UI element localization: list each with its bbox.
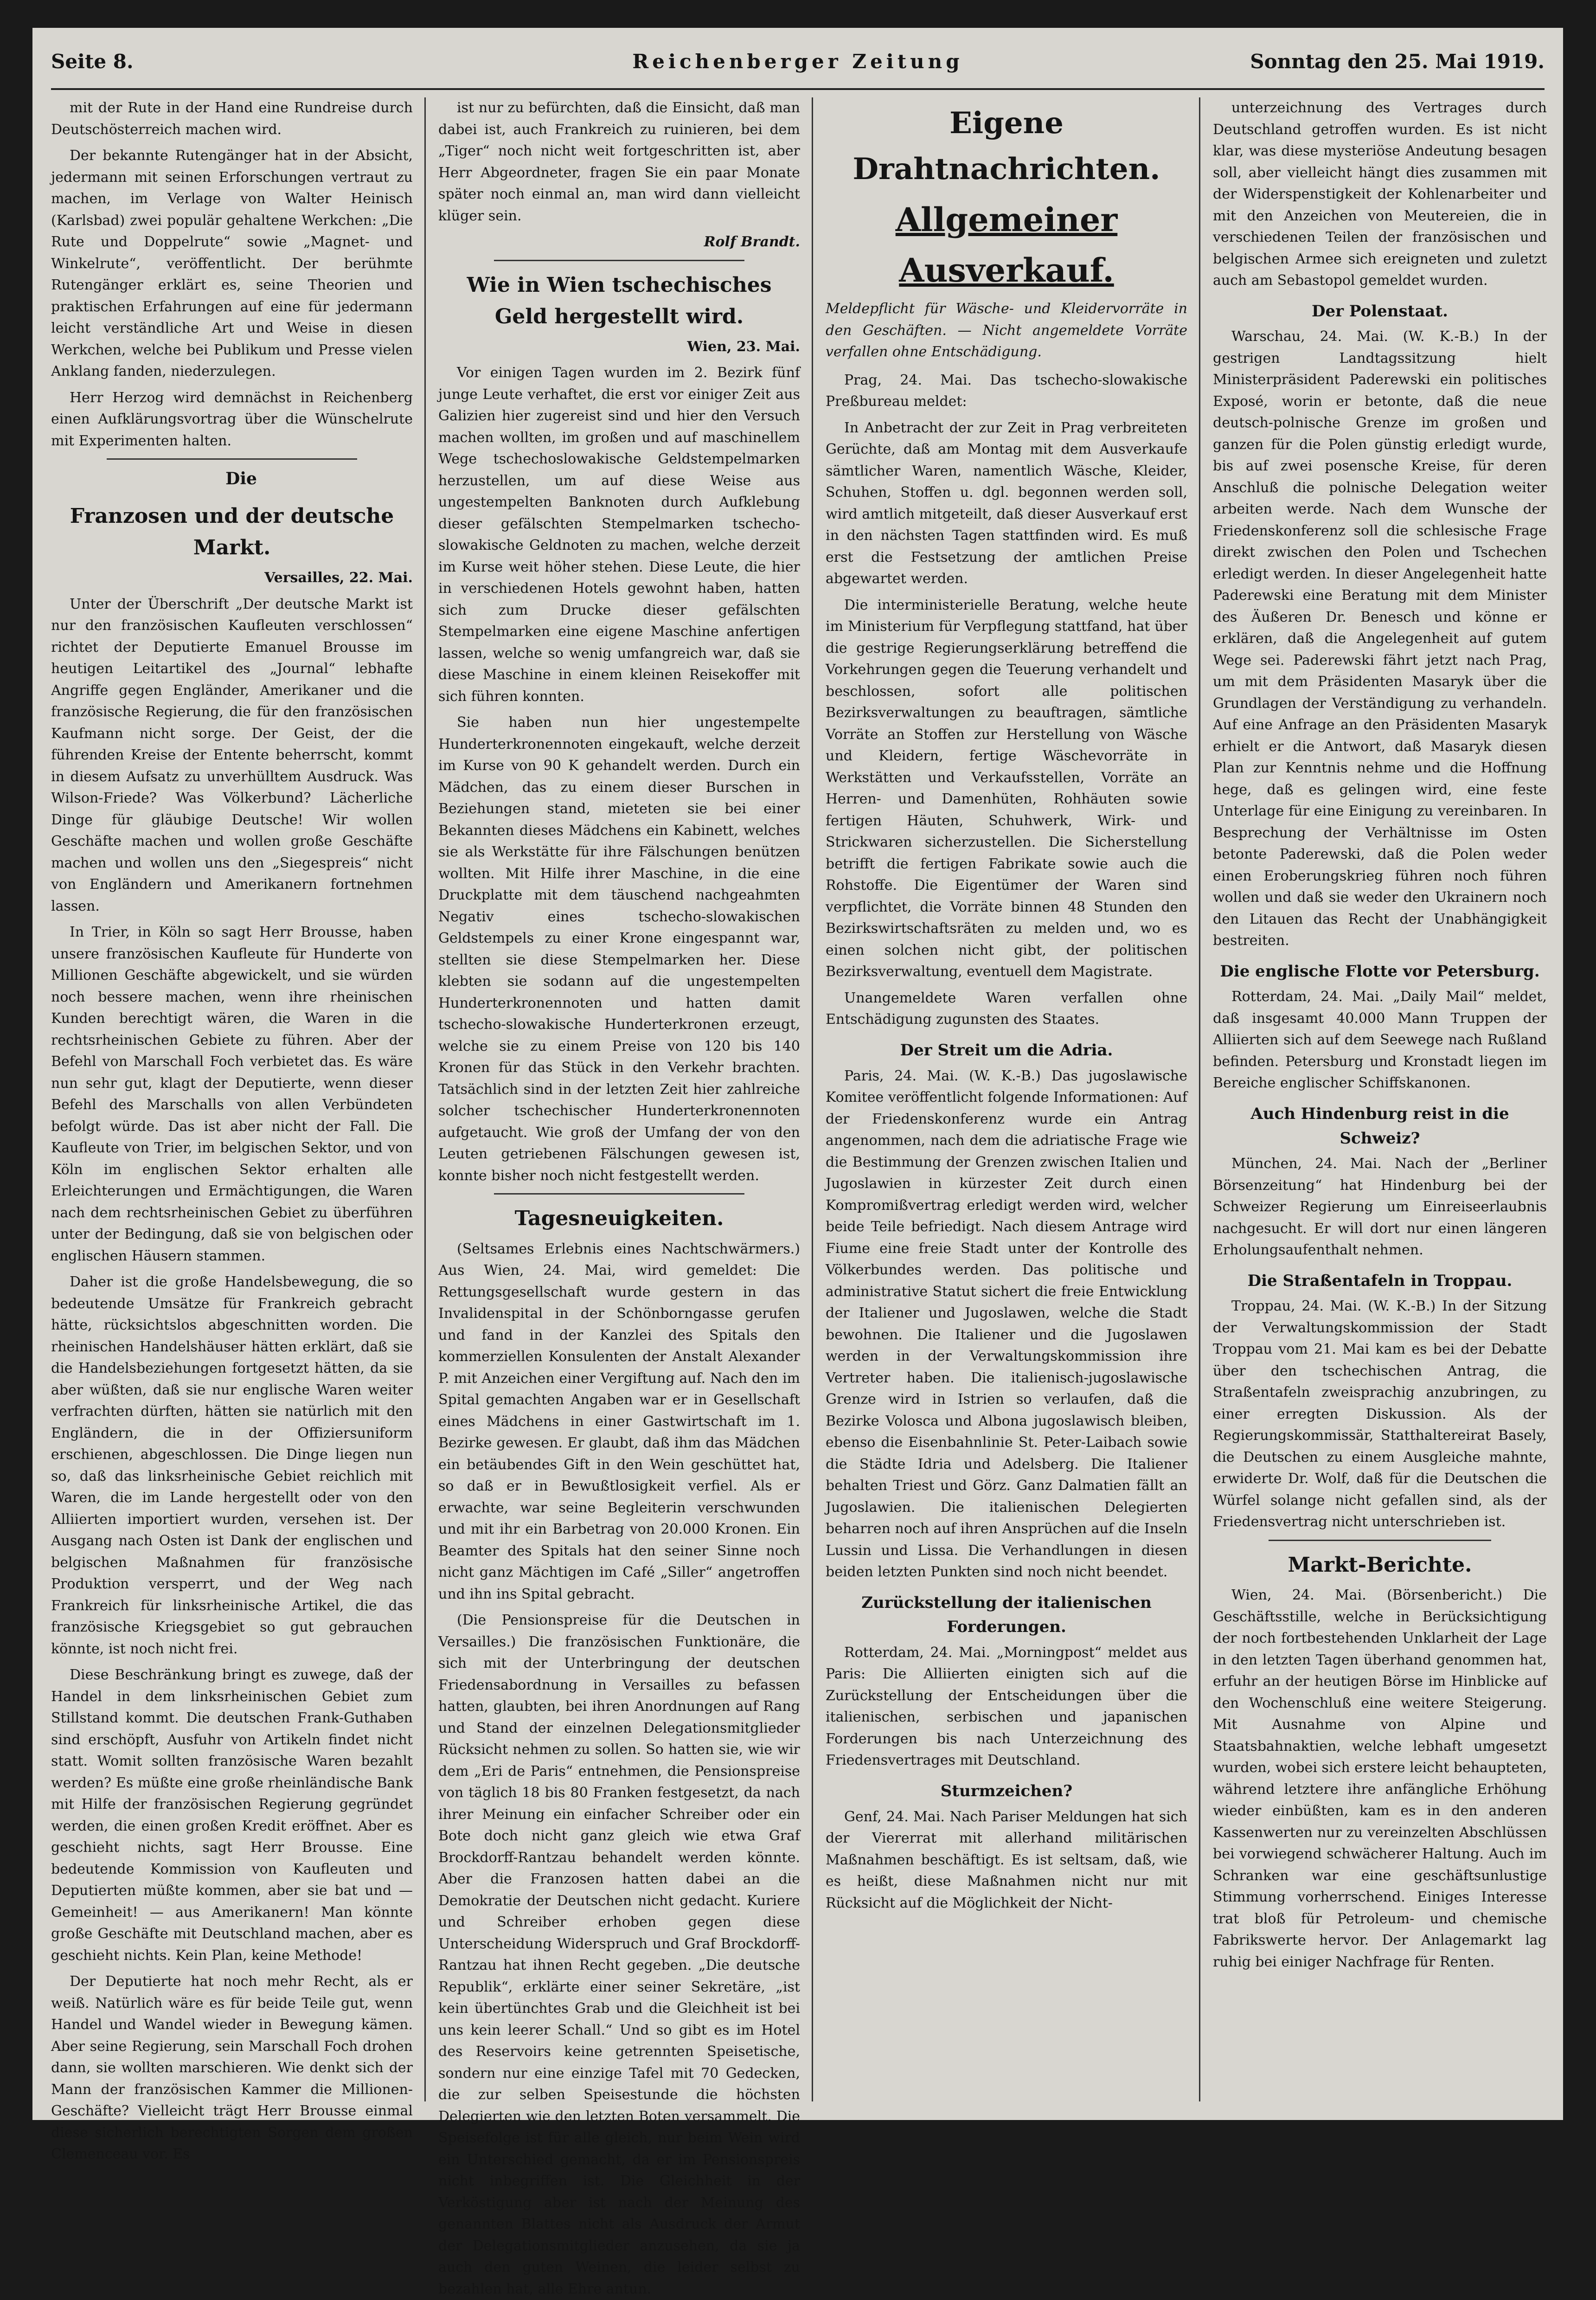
section-separator bbox=[494, 1193, 744, 1195]
article-paragraph: Sie haben nun hier ungestempelte Hunderterkronennoten eingekauft, welche derzeit im Kurse von 90 K gehandelt werden. Durch ein Mädchen, das zu einem dieser Burschen in Beziehungen stand, mieteten sie bei einer Bekannten dieses Mädchens ein Kabinett, welches sie als Werkstätte für ihre Fälschungen benützen wollten. Mit Hilfe ihrer Maschine, in die eine Druckplatte mit dem täuschend nachgeahmten Negativ eines tschecho-slowakischen Geldstempels zu einer Krone eingespannt war, stellten sie diese Stempelmarken her. Diese klebten sie sodann auf die ungestempelten Hunderterkronennoten und hatten damit tschecho-slowakische Hunderterkronen erzeugt, welche sie zu einem Preise von 120 bis 140 Kronen für das Stück in den Verkehr brachten. Tatsächlich sind in der letzten Zeit hier zahlreiche solcher tschechischer Hunderterkronennoten aufgetaucht. Wie groß der Umfang der von den Leuten getriebenen Fälschungen gewesen ist, konnte bisher noch nicht festgestellt werden. bbox=[438, 714, 800, 1184]
headline-tagesneuigkeiten: Tagesneuigkeiten. bbox=[514, 1207, 724, 1231]
article-paragraph: Prag, 24. Mai. Das tschecho-slowakische Preßbureau meldet: bbox=[826, 372, 1187, 410]
headline-italienische-forderungen: Zurückstellung der italienischen Forderungen. bbox=[861, 1593, 1152, 1637]
article-paragraph: Warschau, 24. Mai. (W. K.-B.) In der gestrigen Landtagssitzung hielt Ministerpräsident Paderewski ein politisches Exposé, worin er betonte, daß die neue deutsch-polnische Grenze im großen und ganzen für die Polen günstig erledigt wurde, bis auf zwei posensche Kreise, für deren Anschluß die polnische Delegation weiter arbeiten werde. Nach dem Wunsche der Friedenskonferenz soll die schlesische Frage direkt zwischen den Polen und Tschechen erledigt werden. In dieser Angelegenheit hatte Paderewski eine Beratung mit dem Minister des Äußeren Dr. Benesch und könne er erklären, daß die Angelegenheit auf gutem Wege sei. Paderewski fährt jetzt nach Prag, um mit dem Präsidenten Masaryk über die Grundlagen der Verständigung zu verhandeln. Auf eine Anfrage an den Präsidenten Masaryk erhielt er die Antwort, daß Masaryk diesen Plan zur Kenntnis nehme und die Hoffnung hege, daß es gelingen wird, eine feste Unterlage für eine Einigung zu vereinbaren. In Besprechung der Verhältnisse im Osten betonte Paderewski, daß die Polen weder einen Eroberungskrieg führen noch führen wollen und daß sie weder den Ukrainern noch den Litauen das Recht der Unabhängigkeit bestreiten. bbox=[1213, 328, 1547, 949]
dateline: Wien, 23. Mai. bbox=[687, 338, 800, 355]
article-paragraph: Troppau, 24. Mai. (W. K.-B.) In der Sitzung der Verwaltungskommission der Stadt Troppau vom 21. Mai kam es bei der Debatte über den tschechischen Antrag, die Straßentafeln zweisprachig anzubringen, zu einer erregten Diskussion. Als der Regierungskommissär, Statthaltereirat Basely, die Deutschen zu einem Ausgleiche mahnte, erwiderte Dr. Wolf, daß für die Deutschen die Würfel solange nicht gefallen sind, als der Friedensvertrag nicht unterschrieben ist. bbox=[1213, 1298, 1547, 1530]
author-byline: Rolf Brandt. bbox=[704, 234, 800, 250]
dateline: Versailles, 22. Mai. bbox=[264, 570, 413, 586]
page-header bbox=[51, 37, 1545, 90]
article-paragraph: (Die Pensionspreise für die Deutschen in Versailles.) Die französischen Funktionäre, die sich mit der Unterbringung der deutschen Friedensabordnung in Versailles zu befassen hatten, glaubten, bei ihren Anordnungen auf Rang und Stand der einzelnen Delegationsmitglieder Rücksicht nehmen zu sollen. So hatten sie, wie wir dem „Eri de Paris“ entnehmen, die Pensionspreise von täglich 18 bis 80 Franken festgesetzt, da nach ihrer Meinung ein einfacher Schreiber oder ein Bote doch nicht ganz gleich wie etwa Graf Brockdorff-Rantzau behandelt werden könnte. Aber die Franzosen hatten dabei an die Demokratie der Deutschen nicht gedacht. Kuriere und Schreiber erhoben gegen diese Unterscheidung Widerspruch und Graf Brockdorff-Rantzau hat ihnen Recht gegeben. „Die deutsche Republik“, erklärte einer seiner Sekretäre, „ist kein übertünchtes Grab und die Gleichheit ist bei uns kein leerer Schall.“ Und so gibt es im Hotel des Reservoirs keine getrennten Speisetische, sondern nur eine einzige Tafel mit 70 Gedecken, die zur selben Speisestunde die höchsten Delegierten wie den letzten Boten versammelt. Die Speisefolge ist für alle gleich, nur beim Wein wird ein Unterschied gemacht, da er im Pensionspreis nicht inbegriffen ist. Die Gleichheit in der Verköstigung aber ist nach der Meinung des genannten Blattes nicht als Ausdruck der Armut der Delegationsmitglieder anzusehen, da sie ja auch den guten Weinen, die leider selbst zu bezahlen hat, alle Ehre antun. bbox=[438, 1612, 800, 2297]
article-paragraph: unterzeichnung des Vertrages durch Deutschland getroffen wurden. Es ist nicht klar, was diese mysteriöse Andeutung besagen soll, aber vielleicht hängt dies zusammen mit der Widerspenstigkeit der Kohlenarbeiter und mit den Anzeichen von Meutereien, die in verschiedenen Teilen der französischen und belgischen Armee sich ereigneten und zuletzt auch am Sebastopol gemeldet wurden. bbox=[1213, 100, 1547, 289]
headline-adria: Der Streit um die Adria. bbox=[900, 1041, 1113, 1060]
section-title-drahtnachrichten: Eigene Drahtnachrichten. bbox=[852, 106, 1160, 187]
column-1 bbox=[51, 97, 413, 2163]
column-3 bbox=[826, 97, 1187, 2101]
article-paragraph: Daher ist die große Handelsbewegung, die so bedeutende Umsätze für Frankreich gebracht hätte, rücksichtslos abgeschnitten worden. Die rheinischen Handelshäuser hätten erklärt, daß sie die Handelsbeziehungen fortgesetzt hätten, da sie aber wüßten, daß sie nur englische Waren weiter verfrachten dürften, hätten sie natürlich mit den Engländern, die in der Offiziersuniform erschienen, abgeschlossen. Die Dinge liegen nun so, daß das linksrheinische Gebiet reichlich mit Waren, die im Lande hergestellt oder von den Alliierten importiert wurden, versehen ist. Der Ausgang nach Osten ist Dank der englischen und belgischen Maßnahmen für französische Produktion versperrt, und der Weg nach Frankreich für linksrheinische Artikel, die das französische Kriegsgebiet so gut gebrauchen könnte, ist noch nicht frei. bbox=[51, 1274, 413, 1657]
article-paragraph: Rotterdam, 24. Mai. „Daily Mail“ meldet, daß insgesamt 40.000 Mann Truppen der Alliierten sich auf dem Seewege nach Rußland befinden. Petersburg und Kronstadt liegen im Bereiche englischer Schiffskanonen. bbox=[1213, 989, 1547, 1092]
page-number: Seite 8. bbox=[51, 50, 134, 73]
column-rule bbox=[812, 97, 813, 2101]
newspaper-name: Reichenberger Zeitung bbox=[632, 50, 963, 73]
article-paragraph: In Anbetracht der zur Zeit in Prag verbreiteten Gerüchte, daß am Montag mit dem Ausverkaufe sämtlicher Waren, namentlich Wäsche, Kleider, Schuhen, Stoffen u. dgl. begonnen werden soll, wird amtlich mitgeteilt, daß dieser Ausverkauf erst in den nächsten Tagen stattfinden wird. Es muß erst die Festsetzung der amtlichen Preise abgewartet werden. bbox=[826, 419, 1188, 587]
headline-strassentafeln: Die Straßentafeln in Troppau. bbox=[1247, 1271, 1513, 1290]
article-paragraph: Vor einigen Tagen wurden im 2. Bezirk fünf junge Leute verhaftet, die erst vor einiger Zeit aus Galizien hier zugereist sind und hier den Versuch machen wollten, im großen und auf maschinellem Wege tschechoslowakische Geldstempelmarken herzustellen, um auf diese Weise aus ungestempelten Banknoten durch Aufklebung dieser gefälschten Stempelmarken tschecho-slowakische Geldnoten zu machen, welche derzeit im Kurse weit höher stehen. Diese Leute, die hier in verschiedenen Hotels gewohnt haben, hatten sich zum Drucke dieser gefälschten Stempelmarken eine eigene Maschine anfertigen lassen, welche so wenig umfangreich war, daß sie diese Maschine in einem kleinen Reisekoffer mit sich führen konnten. bbox=[438, 365, 800, 705]
article-paragraph: Genf, 24. Mai. Nach Pariser Meldungen hat sich der Viererrat mit allerhand militärischen Maßnahmen beschäftigt. Es ist seltsam, daß, wie es heißt, diese Maßnahmen nicht nur mit Rücksicht auf die Möglichkeit der Nicht- bbox=[826, 1808, 1187, 1911]
article-paragraph: Rotterdam, 24. Mai. „Morningpost“ meldet aus Paris: Die Alliierten einigten sich auf die Zurückstellung der Entscheidungen über die italienischen, serbischen und japanischen Forderungen bis nach Unterzeichnung des Friedensvertrages mit Deutschland. bbox=[826, 1644, 1187, 1769]
article-paragraph: In Trier, in Köln so sagt Herr Brousse, haben unsere französischen Kaufleute für Hunderte von Millionen Geschäfte abgewickelt, und sie würden noch bessere machen, wenn ihre rheinischen Kunden berechtigt wären, die Waren in die rechtsrheinischen Gebiete zu führen. Aber der Befehl von Marschall Foch verbietet das. Es wäre nun sehr gut, klagt der Deputierte, wenn dieser Befehl des Marschalls von allen Verbündeten befolgt würde. Das ist aber nicht der Fall. Die Kaufleute von Trier, im belgischen Sektor, und von Köln im englischen Sektor erhalten alle Erleichterungen und Ermächtigungen, die Waren nach dem rechtsrheinischen Gebiet zu überführen unter der Bedingung, daß sie von belgischen oder englischen Häusern stammen. bbox=[51, 924, 413, 1264]
article-paragraph: Der bekannte Rutengänger hat in der Absicht, jedermann mit seinen Erforschungen vertraut zu machen, im Verlage von Walter Heinisch (Karlsbad) zwei populär gehaltene Werkchen: „Die Rute und Doppelrute“ sowie „Magnet- und Winkelrute“, veröffentlicht. Der berühmte Rutengänger erklärt es, seine Theorien und praktischen Erfahrungen auf eine für jedermann leicht verständliche Art und Weise in diesen Werkchen, welche bei Publikum und Presse vielen Anklang fanden, niederzulegen. bbox=[51, 148, 413, 379]
headline-ausverkauf: Allgemeiner Ausverkauf. bbox=[895, 200, 1118, 289]
section-separator bbox=[1269, 1540, 1491, 1541]
column-rule bbox=[424, 97, 426, 2101]
section-separator bbox=[107, 458, 357, 460]
article-paragraph: Die interministerielle Beratung, welche heute im Ministerium für Verpflegung stattfand, hat über die gestrige Regierungserklärung betreffend die Vorkehrungen gegen die Teuerung verhandelt und beschlossen, sofort alle politischen Bezirksverwaltungen zu beauftragen, sämtliche Vorräte an Stoffen zur Herstellung von Wäsche und Kleidern, fertige Wäschevorräte in Werkstätten und Verkaufsstellen, Vorräte an Herren- und Damenhüten, Rohhäuten sowie fertigen Häuten, Schuhwerk, Wirk- und Strickwaren sicherzustellen. Die Sicherstellung betrifft die fertigen Fabrikate sowie auch die Rohstoffe. Die Eigentümer der Waren sind verpflichtet, die Vorräte binnen 48 Stunden den Bezirkswirtschaftsräten zu melden und, wo es einen solchen nicht gibt, der politischen Bezirksverwaltung, eventuell dem Magistrate. bbox=[826, 597, 1187, 980]
article-paragraph: Herr Herzog wird demnächst in Reichenberg einen Aufklärungsvortrag über die Wünschelrute mit Experimenten halten. bbox=[51, 389, 413, 449]
headline-sturmzeichen: Sturmzeichen? bbox=[940, 1781, 1073, 1800]
column-4 bbox=[1213, 97, 1547, 2101]
newspaper-page bbox=[32, 28, 1563, 2297]
headline-wien-geld: Wie in Wien tschechisches Geld hergestellt wird. bbox=[467, 273, 772, 328]
column-2 bbox=[438, 97, 800, 2297]
article-paragraph: (Seltsames Erlebnis eines Nachtschwärmers.) Aus Wien, 24. Mai, wird gemeldet: Die Rettungsgesellschaft wurde gestern in das Invalidenspital in der Schönborngasse gerufen und fand in der Kanzlei des Spitals den kommerziellen Konsulenten der Anstalt Alexander P. mit Anzeichen einer Vergiftung auf. Nach den im Spital gemachten Angaben war er in Gesellschaft eines Mädchens in einer Gastwirtschaft im 1. Bezirke gewesen. Er glaubt, daß ihm das Mädchen ein betäubendes Gift in den Wein geschüttet hat, so daß er in Bewußtlosigkeit verfiel. Als er erwachte, war seine Begleiterin verschwunden und mit ihr ein Barbetrag von 20.000 Kronen. Ein Beamter des Spitals hat den seiner Sinne noch nicht ganz Mächtigen im Café „Siller“ angetroffen und ihn ins Spital gebracht. bbox=[438, 1240, 800, 1602]
column-rule bbox=[1199, 97, 1200, 2101]
article-paragraph: Diese Beschränkung bringt es zuwege, daß der Handel in dem linksrheinischen Gebiet zum Stillstand kommt. Die deutschen Frank-Guthaben sind erschöpft, Ausfuhr von Artikeln findet nicht statt. Womit sollten französische Waren bezahlt werden? Es müßte eine große rheinländische Bank mit Hilfe der französischen Regierung gegründet werden, die einen großen Kredit eröffnet. Aber es geschieht nichts, sagt Herr Brousse. Eine bedeutende Kommission von Kaufleuten und Deputierten müßte kommen, aber sie bat und — Gemeinheit! — aus Amerikanern! Man könnte große Geschäfte mit Deutschland machen, aber es geschieht nichts. Kein Plan, keine Methode! bbox=[51, 1667, 413, 1964]
section-title-marktberichte: Markt-Berichte. bbox=[1288, 1553, 1472, 1577]
article-paragraph: Wien, 24. Mai. (Börsenbericht.) Die Geschäftsstille, welche in Berücksichtigung der noch fortbestehenden Unklarheit der Lage in den letzten Tagen überhand genommen hat, erfuhr an der heutigen Börse im Hinblicke auf den Wochenschluß eine weitere Steigerung. Mit Ausnahme von Alpine und Staatsbahnaktien, welche lebhaft umgesetzt wurden, wobei sich erstere leicht behaupteten, während letztere ihre anfängliche Erhöhung wieder einbüßten, kam es in den anderen Kassenwerten nur zu vereinzelten Abschlüssen bei vorwiegend schwächerer Haltung. Auch im Schranken war eine geschäftsunlustige Stimmung vorherrschend. Einiges Interesse trat bloß für Petroleum- und chemische Fabrikswerte hervor. Der Anlagemarkt lag ruhig bei einiger Nachfrage für Renten. bbox=[1213, 1587, 1547, 1970]
article-paragraph: Der Deputierte hat noch mehr Recht, als er weiß. Natürlich wäre es für beide Teile gut, wenn Handel und Wandel wieder in Bewegung kämen. Aber seine Regierung, sein Marschall Foch drohen dann, sie wollten marschieren. Wie denkt sich der Mann der französischen Kammer die Millionen-Geschäfte? Vielleicht trägt Herr Brousse einmal diese sicherlich berechtigten Sorgen dem großen Clemenceau vor. Es bbox=[51, 1973, 413, 2163]
article-paragraph: Paris, 24. Mai. (W. K.-B.) Das jugoslawische Komitee veröffentlicht folgende Informationen: Auf der Friedenskonferenz wurde ein Antrag angenommen, nach dem die adriatische Frage wie die Bestimmung der Grenzen zwischen Italien und Jugoslawien in kürzester Zeit durch einen Kompromißvertrag erledigt werden wird, welcher beide Teile befriedigt. Nach diesem Antrage wird Fiume eine freie Stadt unter der Kontrolle des Völkerbundes werden. Das politische und administrative Statut sichert die freie Entwicklung der Italiener und Jugoslawen, welche die Stadt bewohnen. Die Italiener und die Jugoslawen werden in der Verwaltungskommission ihre Vertreter haben. Die italienisch-jugoslawische Grenze wird in Istrien so verlaufen, daß die Bezirke Volosca und Albona jugoslawisch bleiben, ebenso die Eisenbahnlinie St. Peter-Laibach sowie die Städte Idria und Adelsberg. Die Italiener behalten Triest und Görz. Ganz Dalmatien fällt an Jugoslawien. Die italienischen Delegierten beharren noch auf ihren Ansprüchen auf die Inseln Lussin und Lissa. Die Verhandlungen in diesen beiden letzten Punkten sind noch nicht beendet. bbox=[826, 1067, 1187, 1580]
article-paragraph: mit der Rute in der Hand eine Rundreise durch Deutschösterreich machen wird. bbox=[51, 100, 413, 138]
headline-franzosen: Franzosen und der deutsche Markt. bbox=[70, 504, 394, 559]
headline-kicker: Die bbox=[225, 469, 257, 488]
article-paragraph: Unangemeldete Waren verfallen ohne Entschädigung zugunsten des Staates. bbox=[826, 989, 1187, 1028]
headline-englische-flotte: Die englische Flotte vor Petersburg. bbox=[1220, 962, 1540, 981]
subheadline: Meldepflicht für Wäsche- und Kleidervorräte in den Geschäften. — Nicht angemeldete Vorräte verfallen ohne Entschädigung. bbox=[826, 301, 1187, 360]
article-paragraph: München, 24. Mai. Nach der „Berliner Börsenzeitung“ hat Hindenburg bei der Schweizer Regierung um Einreiseerlaubnis nachgesucht. Er will dort nur einen längeren Erholungsaufenthalt nehmen. bbox=[1213, 1156, 1547, 1259]
article-paragraph: ist nur zu befürchten, daß die Einsicht, daß man dabei ist, auch Frankreich zu ruinieren, bei dem „Tiger“ noch nicht weit fortgeschritten ist, aber Herr Abgeordneter, fragen Sie ein paar Monate später noch einmal an, man wird dann vielleicht klüger sein. bbox=[438, 100, 800, 224]
article-paragraph: Unter der Überschrift „Der deutsche Markt ist nur den französischen Kaufleuten verschlossen“ richtet der Deputierte Emanuel Brousse im heutigen Leitartikel des „Journal“ lebhafte Angriffe gegen Engländer, Amerikaner und die französische Regierung, die für den französischen Kaufmann nicht sorge. Der Geist, der die führenden Kreise der Entente beherrscht, kommt in diesem Aufsatz zu unverhülltem Ausdruck. Was Wilson-Friede? Was Völkerbund? Lächerliche Dinge für gläubige Deutsche! Wir wollen Geschäfte machen und wollen große Geschäfte machen und wollen uns den „Siegespreis“ nicht von Engländern und Amerikanern fortnehmen lassen. bbox=[51, 596, 413, 914]
headline-hindenburg: Auch Hindenburg reist in die Schweiz? bbox=[1250, 1104, 1509, 1148]
headline-polenstaat: Der Polenstaat. bbox=[1312, 302, 1448, 321]
section-separator bbox=[494, 260, 744, 261]
issue-date: Sonntag den 25. Mai 1919. bbox=[1250, 50, 1545, 73]
